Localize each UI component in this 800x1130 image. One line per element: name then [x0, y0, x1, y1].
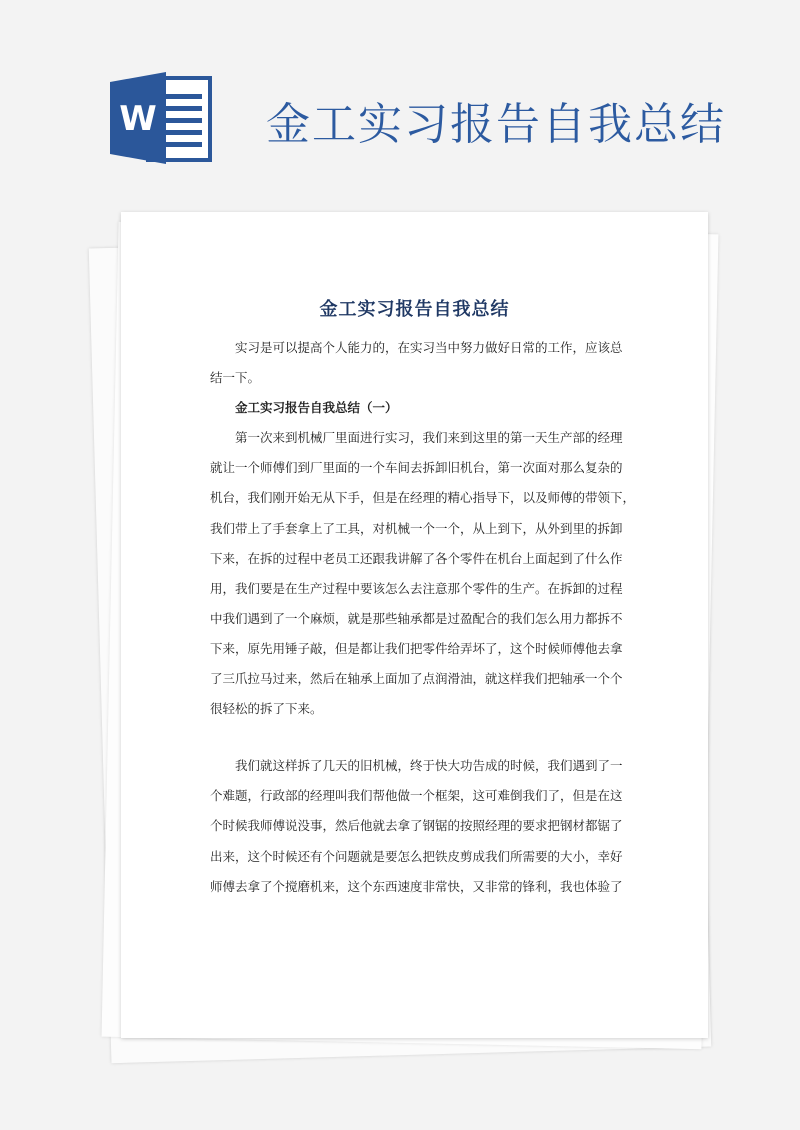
text-line: 就让一个师傅们到厂里面的一个车间去拆卸旧机台，第一次面对那么复杂的 [210, 460, 623, 476]
text-line: 下来，原先用锤子敲，但是都让我们把零件给弄坏了，这个时候师傅他去拿 [210, 640, 623, 656]
word-document-icon [110, 72, 214, 164]
header-banner [0, 0, 800, 200]
logo-letter: W [119, 99, 157, 139]
text-line: 机台，我们刚开始无从下手，但是在经理的精心指导下，以及师傅的带领下， [210, 490, 636, 506]
text-line: 第一次来到机械厂里面进行实习，我们来到这里的第一天生产部的经理 [235, 430, 623, 446]
section-heading: 金工实习报告自我总结（一） [235, 400, 398, 416]
text-line: 中我们遇到了一个麻烦，就是那些轴承都是过盈配合的我们怎么用力都拆不 [210, 610, 623, 626]
paragraph-gap [210, 724, 619, 751]
document-title: 金工实习报告自我总结 [319, 299, 510, 320]
text-line: 实习是可以提高个人能力的，在实习当中努力做好日常的工作，应该总 [235, 340, 623, 355]
text-line: 我们带上了手套拿上了工具，对机械一个一个，从上到下，从外到里的拆卸 [210, 520, 623, 536]
text-line: 用，我们要是在生产过程中要该怎么去注意那个零件的生产。在拆卸的过程 [210, 580, 623, 596]
text-line: 师傅去拿了个搅磨机来，这个东西速度非常快，又非常的锋利，我也体验了 [210, 878, 623, 894]
text-line: 很轻松的拆了下来。 [210, 701, 323, 717]
text-line: 我们就这样拆了几天的旧机械，终于快大功告成的时候，我们遇到了一 [235, 758, 623, 774]
text-line: 个难题，行政部的经理叫我们帮他做一个框架，这可难倒我们了，但是在这 [210, 788, 623, 804]
document-page [121, 212, 708, 1038]
text-line: 了三爪拉马过来，然后在轴承上面加了点润滑油，就这样我们把轴承一个个 [210, 671, 623, 687]
text-line: 出来，这个时候还有个问题就是要怎么把铁皮剪成我们所需要的大小，幸好 [210, 848, 623, 864]
document-body [210, 333, 636, 902]
header-title: 金工实习报告自我总结 [266, 99, 726, 150]
text-line: 结一下。 [210, 370, 261, 386]
text-line: 下来，在拆的过程中老员工还跟我讲解了各个零件在机台上面起到了什么作 [210, 550, 623, 566]
text-line: 个时候我师傅说没事，然后他就去拿了钢锯的按照经理的要求把钢材都锯了 [210, 818, 623, 834]
